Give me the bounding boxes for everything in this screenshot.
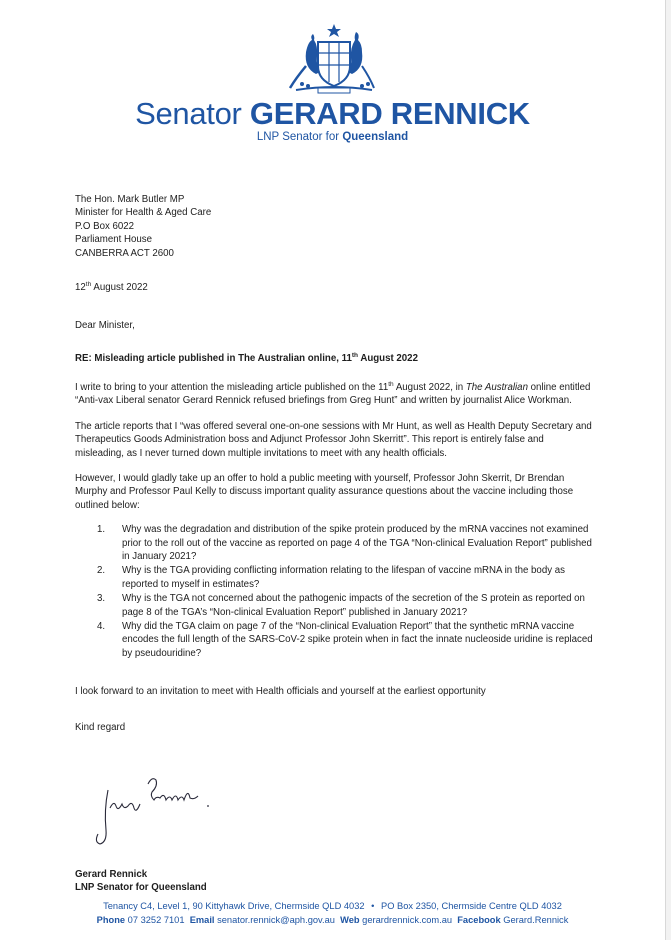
- signatory-title: LNP Senator for Queensland: [75, 882, 207, 894]
- date-day: 12: [75, 282, 86, 294]
- publication-name: The Australian: [465, 381, 528, 393]
- coat-of-arms-icon: [282, 22, 386, 96]
- letterhead-subtitle: [0, 131, 665, 143]
- email-label: Email: [189, 915, 215, 925]
- list-item-text: Why did the TGA claim on page 7 of the “Non-clinical Evaluation Report” that the synthetic mRNA vaccine encodes the full length of the SARS-CoV-2 spike protein when in fact the innate nucleoside uridine is replaced by pseudouridine?: [122, 621, 593, 659]
- letter-body: [75, 193, 595, 734]
- subject-suffix: th: [351, 352, 359, 360]
- list-item: [97, 592, 595, 619]
- paragraph-1-text-c: online entitled “Anti-vax Liberal senator Gerard Rennick refused briefings from Greg Hunt” and written by journalist Alice Workman.: [75, 381, 591, 407]
- list-item-number: 2.: [97, 565, 106, 577]
- paragraph-3: However, I would gladly take up an offer to hold a public meeting with yourself, Professor John Skerrit, Dr Brendan Murphy and Professor Paul Kelly to discuss important quality assurance questions about the vaccine including those outlined below:: [75, 472, 574, 511]
- sign-off: Kind regard: [75, 721, 126, 733]
- salutation: Dear Minister,: [75, 319, 135, 331]
- footer-address: [0, 901, 665, 911]
- subject-prefix: RE: Misleading article published in The Australian online, 11: [75, 353, 352, 365]
- letterhead-senator-name: GERARD RENNICK: [249, 96, 530, 131]
- web-link[interactable]: gerardrennick.com.au: [362, 915, 453, 925]
- web-label: Web: [340, 915, 360, 925]
- facebook-link[interactable]: Gerard.Rennick: [503, 915, 569, 925]
- footer-street-address: Tenancy C4, Level 1, 90 Kittyhawk Drive, Chermside QLD 4032: [103, 901, 365, 911]
- handwritten-signature: [90, 770, 230, 850]
- list-item-number: 3.: [97, 593, 106, 605]
- list-item-text: Why is the TGA providing conflicting information relating to the lifespan of vaccine mRNA in the body as reported to myself in estimates?: [122, 565, 565, 590]
- subject-line: [75, 349, 595, 366]
- closing-paragraph: I look forward to an invitation to meet with Health officials and yourself at the earliest opportunity: [75, 686, 486, 698]
- questions-list: [75, 523, 595, 660]
- phone-label: Phone: [96, 915, 126, 925]
- paragraph-1-text-a: I write to bring to your attention the misleading article published on the 11: [75, 381, 389, 393]
- list-item-text: Why is the TGA not concerned about the pathogenic impacts of the secretion of the S protein as reported on page 8 of the TGA’s “Non-clinical Evaluation Report” published in January 2021?: [122, 593, 585, 618]
- footer-contacts: [0, 915, 665, 925]
- page-edge: [666, 0, 671, 940]
- subject-rest: August 2022: [358, 353, 418, 365]
- signatory-block: [75, 868, 207, 895]
- paragraph-1-suffix: th: [388, 380, 394, 388]
- letterhead-title-prefix: Senator: [135, 96, 242, 131]
- facebook-label: Facebook: [457, 915, 501, 925]
- list-item: [97, 620, 595, 660]
- address-line: The Hon. Mark Butler MP: [75, 194, 185, 205]
- list-item: [97, 564, 595, 591]
- phone-value: 07 3252 7101: [127, 915, 185, 925]
- paragraph-2: The article reports that I “was offered several one-on-one sessions with Mr Hunt, as well as Health Deputy Secretary and Therapeutics Goods Administration boss and Adjunct Professor John Skerritt”. This report is entirely false and misleading, as I never turned down multiple invitations to meet with any health officials.: [75, 420, 592, 459]
- list-item: [97, 523, 595, 563]
- list-item-text: Why was the degradation and distribution of the spike protein produced by the mRNA vaccines not examined prior to the roll out of the vaccine as reported on page 4 of the TGA “Non-clinical Evaluation Report” published in January 2021?: [122, 524, 592, 563]
- letterhead-state: Queensland: [342, 131, 409, 143]
- address-line: Minister for Health & Aged Care: [75, 207, 212, 219]
- email-link[interactable]: senator.rennick@aph.gov.au: [217, 915, 335, 925]
- address-line: CANBERRA ACT 2600: [75, 247, 174, 259]
- letter-date: [75, 278, 595, 295]
- footer-bullet: •: [371, 901, 375, 911]
- letterhead-role: LNP Senator for: [256, 131, 340, 143]
- list-item-number: 1.: [97, 524, 106, 536]
- paragraph-1: [75, 378, 595, 408]
- list-item-number: 4.: [97, 621, 106, 633]
- letterhead-name: [0, 96, 665, 132]
- address-line: P.O Box 6022: [75, 220, 135, 232]
- date-suffix: th: [85, 281, 92, 289]
- address-line: Parliament House: [75, 234, 152, 246]
- recipient-address: [75, 193, 595, 260]
- paragraph-1-text-b: August 2022, in: [393, 381, 466, 393]
- date-rest: August 2022: [91, 282, 148, 294]
- footer-po-box: PO Box 2350, Chermside Centre QLD 4032: [381, 901, 562, 911]
- signatory-name: Gerard Rennick: [75, 869, 148, 880]
